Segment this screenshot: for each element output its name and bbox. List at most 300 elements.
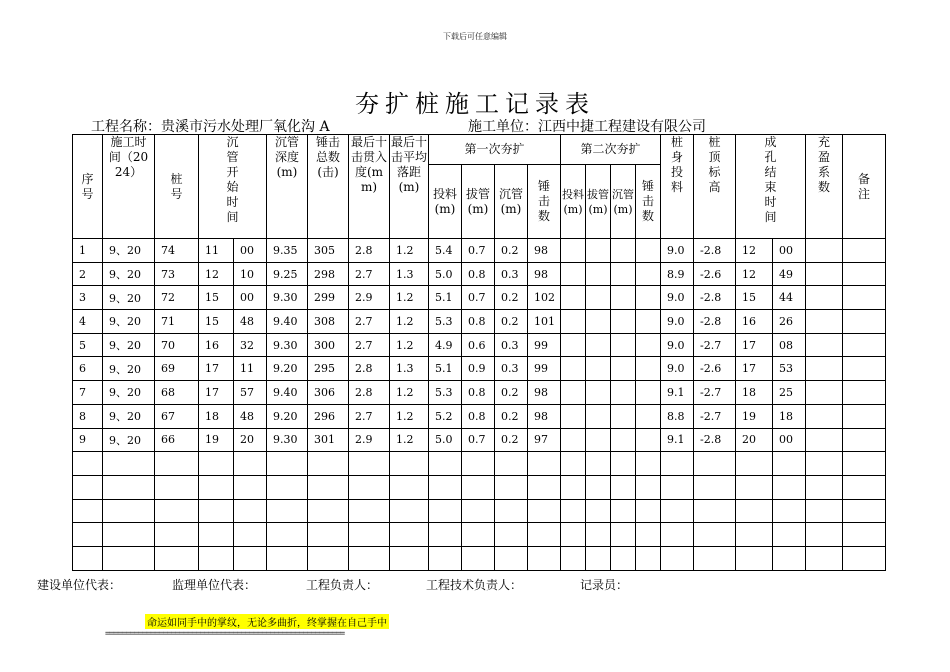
- table-cell: [636, 381, 661, 405]
- table-cell: [561, 475, 586, 499]
- table-cell: [806, 523, 843, 547]
- table-cell: -2.8: [694, 286, 736, 310]
- table-cell: 2.8: [349, 381, 390, 405]
- table-cell: 97: [528, 428, 561, 452]
- table-cell: [308, 499, 349, 523]
- table-cell: [843, 428, 886, 452]
- table-cell: 9、20: [103, 404, 155, 428]
- table-cell: 20: [234, 428, 267, 452]
- record-rows: [73, 239, 886, 571]
- table-cell: [806, 475, 843, 499]
- table-cell: [694, 546, 736, 570]
- table-cell: 9、20: [103, 428, 155, 452]
- table-cell: 7: [73, 381, 103, 405]
- header-hammer-count: 锤击总数(击): [308, 135, 349, 239]
- table-cell: [611, 357, 636, 381]
- table-cell: [806, 499, 843, 523]
- table-cell: [586, 357, 611, 381]
- table-cell: [586, 475, 611, 499]
- table-cell: 1.2: [390, 404, 429, 428]
- table-cell: 9.0: [661, 286, 694, 310]
- table-cell: 98: [528, 404, 561, 428]
- table-cell: [495, 546, 528, 570]
- table-cell: [429, 523, 462, 547]
- table-cell: 11: [199, 239, 234, 263]
- table-cell: 16: [736, 310, 773, 334]
- table-cell: [586, 404, 611, 428]
- table-cell: [73, 475, 103, 499]
- table-cell: 301: [308, 428, 349, 452]
- table-cell: 9.1: [661, 428, 694, 452]
- table-cell: 3: [73, 286, 103, 310]
- table-cell: 0.2: [495, 428, 528, 452]
- table-cell: 72: [155, 286, 199, 310]
- table-cell: 0.2: [495, 310, 528, 334]
- header-second-pull: 拔管(m): [586, 165, 611, 239]
- table-cell: [773, 475, 806, 499]
- table-cell: 102: [528, 286, 561, 310]
- table-cell: 2.7: [349, 310, 390, 334]
- table-cell: [611, 428, 636, 452]
- header-first-feed: 投料(m): [429, 165, 462, 239]
- table-cell: [636, 428, 661, 452]
- table-cell: [390, 475, 429, 499]
- header-fill-coefficient: 充盈系数: [806, 135, 843, 239]
- table-cell: [736, 546, 773, 570]
- table-cell: [561, 239, 586, 263]
- separator-line: ==========================================================: [105, 629, 344, 639]
- table-cell: 9.0: [661, 310, 694, 334]
- table-cell: 99: [528, 357, 561, 381]
- table-cell: 0.9: [462, 357, 495, 381]
- table-cell: 5: [73, 333, 103, 357]
- table-cell: [308, 546, 349, 570]
- table-cell: 9.30: [267, 286, 308, 310]
- download-note: 下载后可任意编辑: [443, 32, 507, 41]
- table-cell: [586, 262, 611, 286]
- table-cell: [636, 499, 661, 523]
- table-cell: [736, 475, 773, 499]
- header-last-ten-penetration: 最后十击贯入度(mm): [349, 135, 390, 239]
- header-last-ten-drop: 最后十击平均落距(m): [390, 135, 429, 239]
- table-cell: [462, 475, 495, 499]
- table-cell: [155, 475, 199, 499]
- table-cell: -2.8: [694, 310, 736, 334]
- table-cell: 98: [528, 262, 561, 286]
- table-cell: [806, 428, 843, 452]
- table-cell: 15: [736, 286, 773, 310]
- table-cell: [155, 546, 199, 570]
- table-cell: [661, 475, 694, 499]
- table-cell: [843, 310, 886, 334]
- table-cell: 5.4: [429, 239, 462, 263]
- table-cell: [636, 475, 661, 499]
- table-cell: -2.8: [694, 239, 736, 263]
- table-cell: [694, 523, 736, 547]
- table-cell: [806, 239, 843, 263]
- table-cell: [586, 310, 611, 334]
- table-cell: 73: [155, 262, 199, 286]
- table-cell: [736, 452, 773, 476]
- table-cell: 17: [736, 357, 773, 381]
- table-row: [73, 428, 886, 452]
- table-cell: [806, 404, 843, 428]
- table-cell: 49: [773, 262, 806, 286]
- table-cell: [636, 452, 661, 476]
- table-cell: [843, 404, 886, 428]
- table-cell: 98: [528, 381, 561, 405]
- table-cell: 1: [73, 239, 103, 263]
- table-cell: [561, 381, 586, 405]
- table-cell: 00: [234, 239, 267, 263]
- table-cell: [611, 452, 636, 476]
- table-cell: [234, 546, 267, 570]
- table-cell: 0.8: [462, 310, 495, 334]
- table-cell: 18: [736, 381, 773, 405]
- table-cell: 0.7: [462, 239, 495, 263]
- table-cell: [773, 523, 806, 547]
- table-cell: 298: [308, 262, 349, 286]
- table-cell: 1.2: [390, 333, 429, 357]
- table-cell: [199, 523, 234, 547]
- header-top-elevation: 桩顶标高: [694, 135, 736, 239]
- table-cell: 1.2: [390, 239, 429, 263]
- table-cell: 1.2: [390, 286, 429, 310]
- table-cell: [349, 546, 390, 570]
- table-cell: 9.40: [267, 310, 308, 334]
- table-cell: 0.8: [462, 262, 495, 286]
- table-cell: 18: [199, 404, 234, 428]
- table-cell: 8.9: [661, 262, 694, 286]
- table-cell: 2.7: [349, 404, 390, 428]
- table-row: [73, 239, 886, 263]
- table-cell: [267, 475, 308, 499]
- table-cell: 67: [155, 404, 199, 428]
- table-cell: 1.2: [390, 428, 429, 452]
- table-cell: [495, 523, 528, 547]
- table-cell: [495, 452, 528, 476]
- table-row: [73, 475, 886, 499]
- table-cell: [611, 286, 636, 310]
- table-cell: 9.0: [661, 333, 694, 357]
- table-cell: [103, 475, 155, 499]
- table-cell: 5.0: [429, 262, 462, 286]
- table-cell: 2.7: [349, 333, 390, 357]
- table-cell: [561, 333, 586, 357]
- table-cell: 295: [308, 357, 349, 381]
- table-cell: 2.8: [349, 239, 390, 263]
- table-cell: [561, 499, 586, 523]
- table-cell: [611, 546, 636, 570]
- table-cell: 300: [308, 333, 349, 357]
- table-cell: [390, 452, 429, 476]
- table-cell: 4.9: [429, 333, 462, 357]
- table-cell: 101: [528, 310, 561, 334]
- table-cell: -2.6: [694, 357, 736, 381]
- table-cell: [561, 310, 586, 334]
- table-cell: [636, 523, 661, 547]
- table-cell: [611, 475, 636, 499]
- table-cell: 18: [773, 404, 806, 428]
- table-row: [73, 381, 886, 405]
- owner-rep-label: 建设单位代表：: [37, 578, 122, 592]
- table-cell: 0.3: [495, 333, 528, 357]
- table-cell: [234, 523, 267, 547]
- table-cell: 98: [528, 239, 561, 263]
- table-cell: 5.2: [429, 404, 462, 428]
- table-cell: 5.0: [429, 428, 462, 452]
- table-cell: [495, 499, 528, 523]
- motto-text: 命运如同手中的掌纹，无论多曲折，终掌握在自己手中: [145, 614, 389, 629]
- table-cell: [843, 286, 886, 310]
- table-cell: 19: [736, 404, 773, 428]
- table-cell: 68: [155, 381, 199, 405]
- table-cell: [636, 404, 661, 428]
- table-cell: [736, 523, 773, 547]
- table-cell: [694, 452, 736, 476]
- table-cell: 0.2: [495, 239, 528, 263]
- table-cell: 0.8: [462, 404, 495, 428]
- table-cell: [528, 523, 561, 547]
- table-cell: 12: [199, 262, 234, 286]
- table-cell: [636, 262, 661, 286]
- table-cell: [561, 404, 586, 428]
- table-cell: [462, 546, 495, 570]
- table-cell: 5.3: [429, 381, 462, 405]
- table-row: [73, 404, 886, 428]
- table-cell: [843, 475, 886, 499]
- table-cell: 00: [773, 239, 806, 263]
- table-cell: [806, 262, 843, 286]
- table-cell: [586, 286, 611, 310]
- table-cell: 9、20: [103, 286, 155, 310]
- table-cell: [561, 286, 586, 310]
- table-cell: 71: [155, 310, 199, 334]
- table-cell: [528, 499, 561, 523]
- table-cell: [843, 333, 886, 357]
- table-cell: 17: [199, 357, 234, 381]
- table-cell: 15: [199, 310, 234, 334]
- table-cell: [806, 333, 843, 357]
- table-cell: 0.7: [462, 286, 495, 310]
- table-cell: [429, 499, 462, 523]
- table-cell: 9、20: [103, 262, 155, 286]
- table-cell: 0.3: [495, 262, 528, 286]
- table-cell: [611, 499, 636, 523]
- table-cell: 9、20: [103, 333, 155, 357]
- table-cell: [103, 523, 155, 547]
- table-cell: [495, 475, 528, 499]
- table-cell: 26: [773, 310, 806, 334]
- table-cell: 0.7: [462, 428, 495, 452]
- table-cell: [806, 381, 843, 405]
- table-cell: [611, 381, 636, 405]
- table-cell: [586, 452, 611, 476]
- table-cell: 44: [773, 286, 806, 310]
- table-cell: [103, 452, 155, 476]
- table-cell: [586, 546, 611, 570]
- table-cell: [462, 452, 495, 476]
- table-cell: [636, 357, 661, 381]
- table-cell: 19: [199, 428, 234, 452]
- table-cell: [806, 452, 843, 476]
- table-cell: 53: [773, 357, 806, 381]
- table-cell: [234, 452, 267, 476]
- table-cell: [843, 452, 886, 476]
- table-cell: 0.3: [495, 357, 528, 381]
- table-cell: [661, 499, 694, 523]
- table-cell: 1.2: [390, 310, 429, 334]
- table-cell: 9.40: [267, 381, 308, 405]
- table-cell: [843, 499, 886, 523]
- table-cell: 15: [199, 286, 234, 310]
- table-cell: 1.3: [390, 357, 429, 381]
- table-cell: 00: [234, 286, 267, 310]
- table-cell: [806, 310, 843, 334]
- table-cell: [586, 239, 611, 263]
- supervisor-rep-label: 监理单位代表：: [172, 578, 257, 592]
- table-cell: [349, 475, 390, 499]
- table-cell: [234, 499, 267, 523]
- table-cell: 17: [199, 381, 234, 405]
- table-cell: 9.20: [267, 404, 308, 428]
- table-cell: [267, 546, 308, 570]
- table-cell: [586, 523, 611, 547]
- table-cell: 9、20: [103, 310, 155, 334]
- table-cell: [843, 523, 886, 547]
- table-cell: 9.0: [661, 357, 694, 381]
- table-cell: -2.7: [694, 333, 736, 357]
- table-cell: [73, 523, 103, 547]
- table-cell: -2.7: [694, 381, 736, 405]
- table-cell: [586, 381, 611, 405]
- table-cell: [661, 452, 694, 476]
- table-cell: 8.8: [661, 404, 694, 428]
- table-cell: [199, 499, 234, 523]
- table-cell: 9.30: [267, 333, 308, 357]
- table-cell: [611, 239, 636, 263]
- table-cell: 9.20: [267, 357, 308, 381]
- table-cell: 0.2: [495, 404, 528, 428]
- table-cell: 99: [528, 333, 561, 357]
- recorder-label: 记录员：: [580, 578, 629, 592]
- table-cell: [611, 404, 636, 428]
- header-body-feed: 桩身投料: [661, 135, 694, 239]
- table-cell: -2.6: [694, 262, 736, 286]
- table-cell: 12: [736, 262, 773, 286]
- table-cell: 306: [308, 381, 349, 405]
- table-cell: [843, 357, 886, 381]
- table-cell: [199, 452, 234, 476]
- table-cell: 10: [234, 262, 267, 286]
- table-cell: 9.35: [267, 239, 308, 263]
- table-cell: [462, 499, 495, 523]
- table-cell: [390, 499, 429, 523]
- header-seq: 序号: [73, 135, 103, 239]
- table-cell: [736, 499, 773, 523]
- table-cell: [586, 428, 611, 452]
- table-cell: [586, 333, 611, 357]
- table-cell: 00: [773, 428, 806, 452]
- table-cell: 299: [308, 286, 349, 310]
- table-cell: [267, 452, 308, 476]
- table-cell: [462, 523, 495, 547]
- table-cell: [199, 546, 234, 570]
- table-cell: [773, 546, 806, 570]
- table-cell: 16: [199, 333, 234, 357]
- table-cell: 8: [73, 404, 103, 428]
- table-cell: [694, 499, 736, 523]
- table-cell: 9、20: [103, 357, 155, 381]
- table-cell: 0.2: [495, 381, 528, 405]
- table-cell: -2.7: [694, 404, 736, 428]
- table-cell: [661, 546, 694, 570]
- table-cell: [73, 499, 103, 523]
- table-cell: 1.2: [390, 381, 429, 405]
- table-cell: [73, 452, 103, 476]
- table-cell: [694, 475, 736, 499]
- table-cell: [636, 310, 661, 334]
- table-cell: 4: [73, 310, 103, 334]
- header-pile-no: 桩号: [155, 135, 199, 239]
- table-cell: 2.8: [349, 357, 390, 381]
- header-date: 施工时间（2024）: [103, 135, 155, 239]
- table-cell: [806, 546, 843, 570]
- table-row: [73, 357, 886, 381]
- header-second-feed: 投料(m): [561, 165, 586, 239]
- table-cell: [308, 475, 349, 499]
- table-cell: 308: [308, 310, 349, 334]
- header-sink-start: 沉管开始时间: [199, 135, 267, 239]
- header-first-sink: 沉管(m): [495, 165, 528, 239]
- table-cell: 08: [773, 333, 806, 357]
- table-cell: 1.3: [390, 262, 429, 286]
- table-cell: [611, 310, 636, 334]
- table-cell: [155, 452, 199, 476]
- table-cell: 9.1: [661, 381, 694, 405]
- table-cell: 12: [736, 239, 773, 263]
- table-cell: [586, 499, 611, 523]
- table-cell: [806, 357, 843, 381]
- table-cell: [267, 523, 308, 547]
- table-cell: [429, 546, 462, 570]
- table-cell: [267, 499, 308, 523]
- table-cell: [636, 333, 661, 357]
- table-cell: [611, 333, 636, 357]
- table-row: [73, 333, 886, 357]
- table-cell: 305: [308, 239, 349, 263]
- table-cell: [528, 546, 561, 570]
- table-cell: [528, 475, 561, 499]
- table-cell: [308, 523, 349, 547]
- table-cell: [843, 546, 886, 570]
- table-cell: [636, 286, 661, 310]
- header-first-pull: 拔管(m): [462, 165, 495, 239]
- table-cell: 70: [155, 333, 199, 357]
- header-second-hammer: 锤击数: [636, 165, 661, 239]
- table-cell: 0.6: [462, 333, 495, 357]
- table-cell: [843, 262, 886, 286]
- table-cell: 9.25: [267, 262, 308, 286]
- table-cell: [308, 452, 349, 476]
- header-finish-time: 成孔结束时间: [736, 135, 806, 239]
- header-sink-depth: 沉管深度(m): [267, 135, 308, 239]
- table-cell: [773, 452, 806, 476]
- tech-lead-label: 工程技术负责人：: [426, 578, 523, 592]
- table-cell: [103, 499, 155, 523]
- table-cell: [561, 428, 586, 452]
- table-row: [73, 452, 886, 476]
